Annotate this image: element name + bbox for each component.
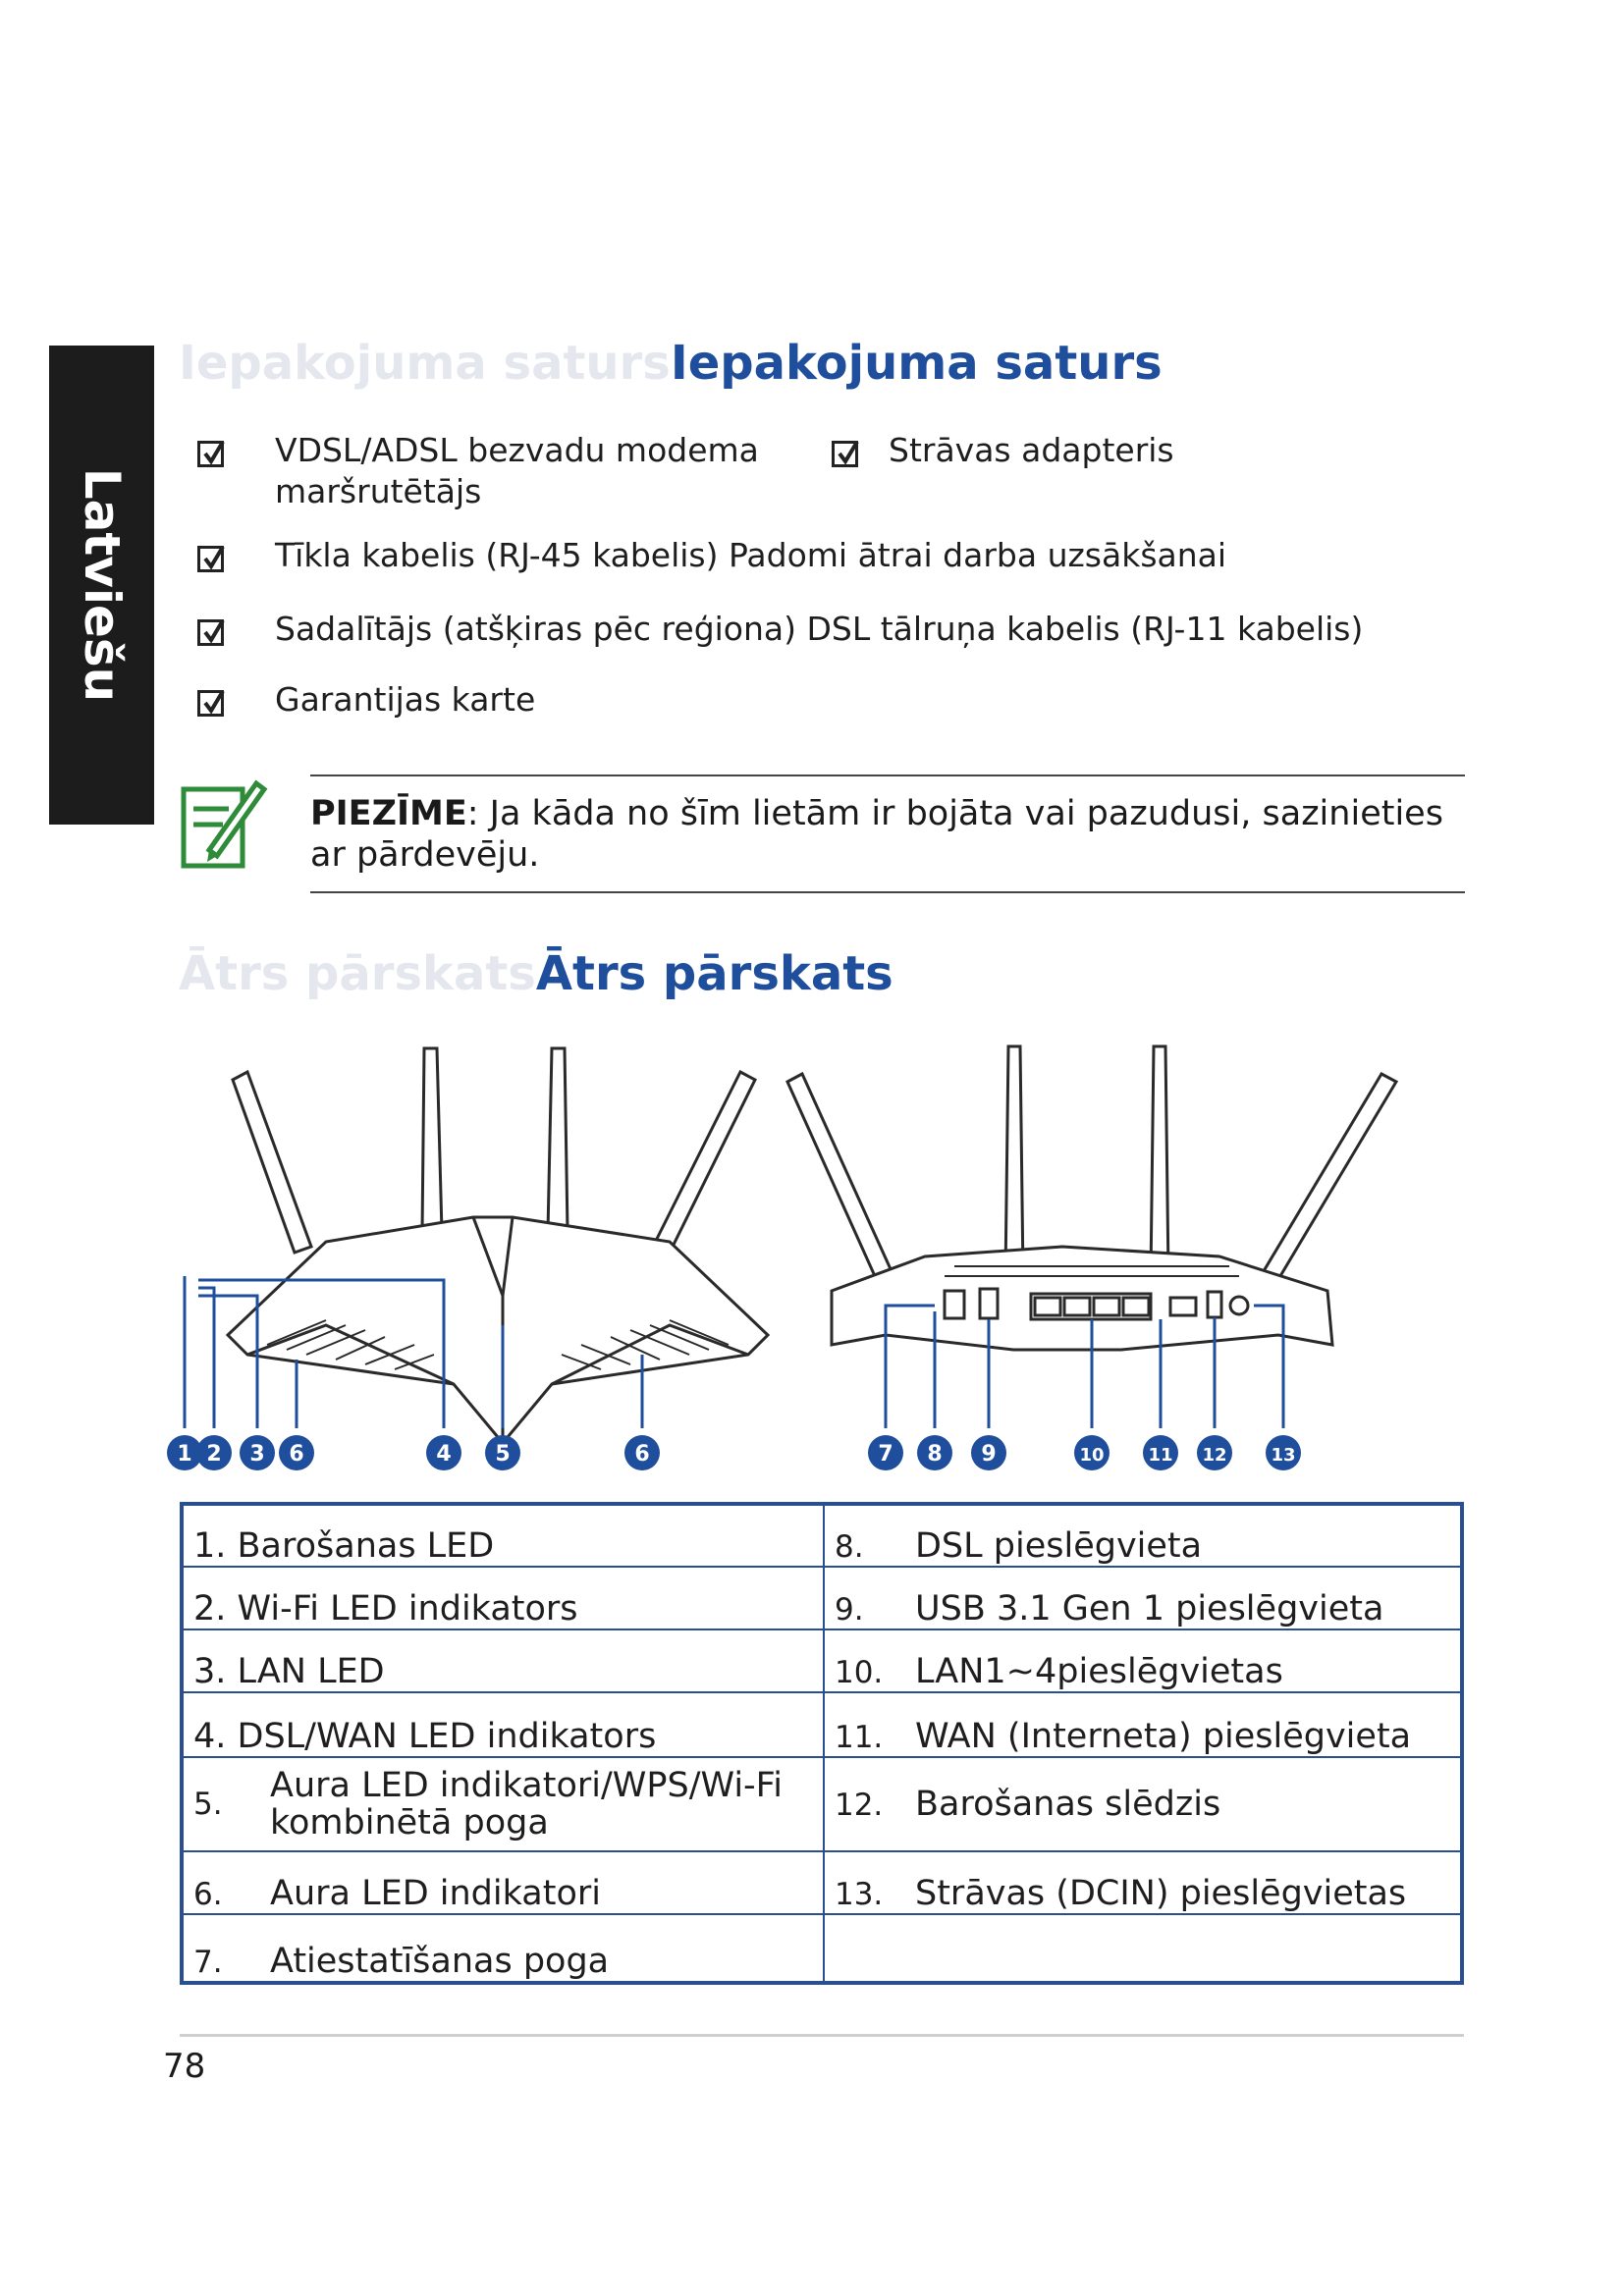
note-top-rule [310,774,1465,776]
part-12-number: 12. [834,1788,884,1823]
note-body-line1: Ja kāda no šīm lietām ir bojāta vai pazudusi, sazinieties [478,794,1443,833]
language-side-tab [49,346,154,825]
checklist-item-network-cable: Tīkla kabelis (RJ-45 kabelis) Padomi ātrai darba uzsākšanai [275,536,1227,574]
checkbox-checked-icon [197,619,224,646]
note-label: PIEZĪME [310,794,467,833]
router-diagram [179,1031,1465,1482]
front-callout-label: 1 [177,1442,192,1467]
checklist-item-modem-line1: VDSL/ADSL bezvadu modema [275,431,759,469]
note-colon: : [466,794,479,833]
part-5-number: 5. [193,1787,223,1822]
package-contents-ghost-title: Iepakojuma saturs [179,336,671,391]
part-13-label: Strāvas (DCIN) pieslēgvietas [914,1874,1407,1913]
part-6-label: Aura LED indikatori [270,1874,601,1913]
footer-rule [180,2034,1464,2037]
router-front-view [228,1048,768,1443]
part-7-label: Atiestatīšanas poga [270,1942,610,1981]
table-row [182,1629,1462,1692]
part-10-label: LAN1~4pieslēgvietas [914,1652,1283,1691]
package-contents-heading [179,336,1163,391]
table-cell [824,1504,1462,1567]
checklist-item-warranty: Garantijas karte [275,680,536,719]
note-text [310,793,1459,876]
table-cell [824,1851,1462,1914]
checklist-item-splitter: Sadalītājs (atšķiras pēc reģiona) DSL tālruņa kabelis (RJ-11 kabelis) [275,610,1364,648]
page-number: 78 [163,2047,206,2086]
back-callout-label: 13 [1271,1445,1296,1466]
part-10-number: 10. [834,1655,884,1690]
quick-overview-title: Ātrs pārskats [535,946,893,1001]
front-callout-label: 3 [249,1442,265,1467]
note-pencil-icon [180,775,268,874]
checkbox-checked-icon [197,546,224,572]
router-back-view [787,1046,1396,1350]
note-bottom-rule [310,891,1465,893]
quick-overview-ghost-title: Ātrs pārskats [179,946,536,1001]
front-callout-markers [167,1435,660,1470]
table-row [182,1504,1462,1567]
part-6-number: 6. [193,1877,223,1912]
front-callout-label: 2 [206,1442,222,1467]
part-7-number: 7. [193,1945,223,1980]
part-12-label: Barošanas slēdzis [914,1785,1221,1824]
table-row [182,1692,1462,1757]
checkbox-checked-icon [832,441,858,467]
back-callout-label: 11 [1148,1445,1173,1466]
front-callout-label: 5 [495,1442,511,1467]
part-13-number: 13. [834,1877,884,1912]
part-11-label: WAN (Interneta) pieslēgvieta [914,1717,1412,1756]
table-cell [182,1629,824,1692]
table-row [182,1851,1462,1914]
part-11-number: 11. [834,1720,884,1755]
part-4-label: 4. DSL/WAN LED indikators [193,1717,657,1756]
table-cell [182,1757,824,1851]
table-cell [182,1504,824,1567]
table-cell [824,1629,1462,1692]
table-cell [824,1692,1462,1757]
checkbox-checked-icon [197,690,224,717]
checklist-item-adapter: Strāvas adapteris [889,431,1174,469]
note-body-line2: ar pārdevēju. [310,835,540,875]
part-8-label: DSL pieslēgvieta [914,1526,1203,1566]
back-callout-label: 8 [927,1442,943,1467]
checklist-item-modem [275,430,759,512]
part-1-label: 1. Barošanas LED [193,1526,495,1566]
part-3-label: 3. LAN LED [193,1652,385,1691]
table-cell [824,1757,1462,1851]
front-callout-label: 4 [436,1442,452,1467]
part-5-label [270,1767,783,1842]
back-callout-markers [868,1435,1301,1470]
part-5-label-line1: Aura LED indikatori/WPS/Wi-Fi [270,1766,783,1805]
back-callout-label: 9 [981,1442,997,1467]
part-5-label-line2: kombinētā poga [270,1803,549,1842]
checkbox-checked-icon [197,441,224,467]
part-9-label: USB 3.1 Gen 1 pieslēgvieta [914,1589,1384,1629]
checklist-item-modem-line2: maršrutētājs [275,472,482,510]
part-2-label: 2. Wi-Fi LED indikators [193,1589,578,1629]
part-8-number: 8. [834,1529,864,1565]
table-cell [182,1914,824,1983]
table-row [182,1567,1462,1629]
table-cell-empty [824,1914,1462,1983]
quick-overview-heading [179,946,893,1001]
table-row [182,1914,1462,1983]
back-callout-label: 7 [878,1442,893,1467]
front-callout-label: 6 [289,1442,304,1467]
back-callout-label: 10 [1079,1445,1105,1466]
language-label: Latviešu [73,467,131,703]
parts-table [180,1502,1464,1985]
part-9-number: 9. [834,1592,864,1628]
table-cell [182,1692,824,1757]
table-row [182,1757,1462,1851]
table-cell [824,1567,1462,1629]
table-cell [182,1567,824,1629]
back-callout-label: 12 [1202,1445,1227,1466]
package-contents-title: Iepakojuma saturs [670,336,1163,391]
table-cell [182,1851,824,1914]
front-callout-label: 6 [634,1442,650,1467]
